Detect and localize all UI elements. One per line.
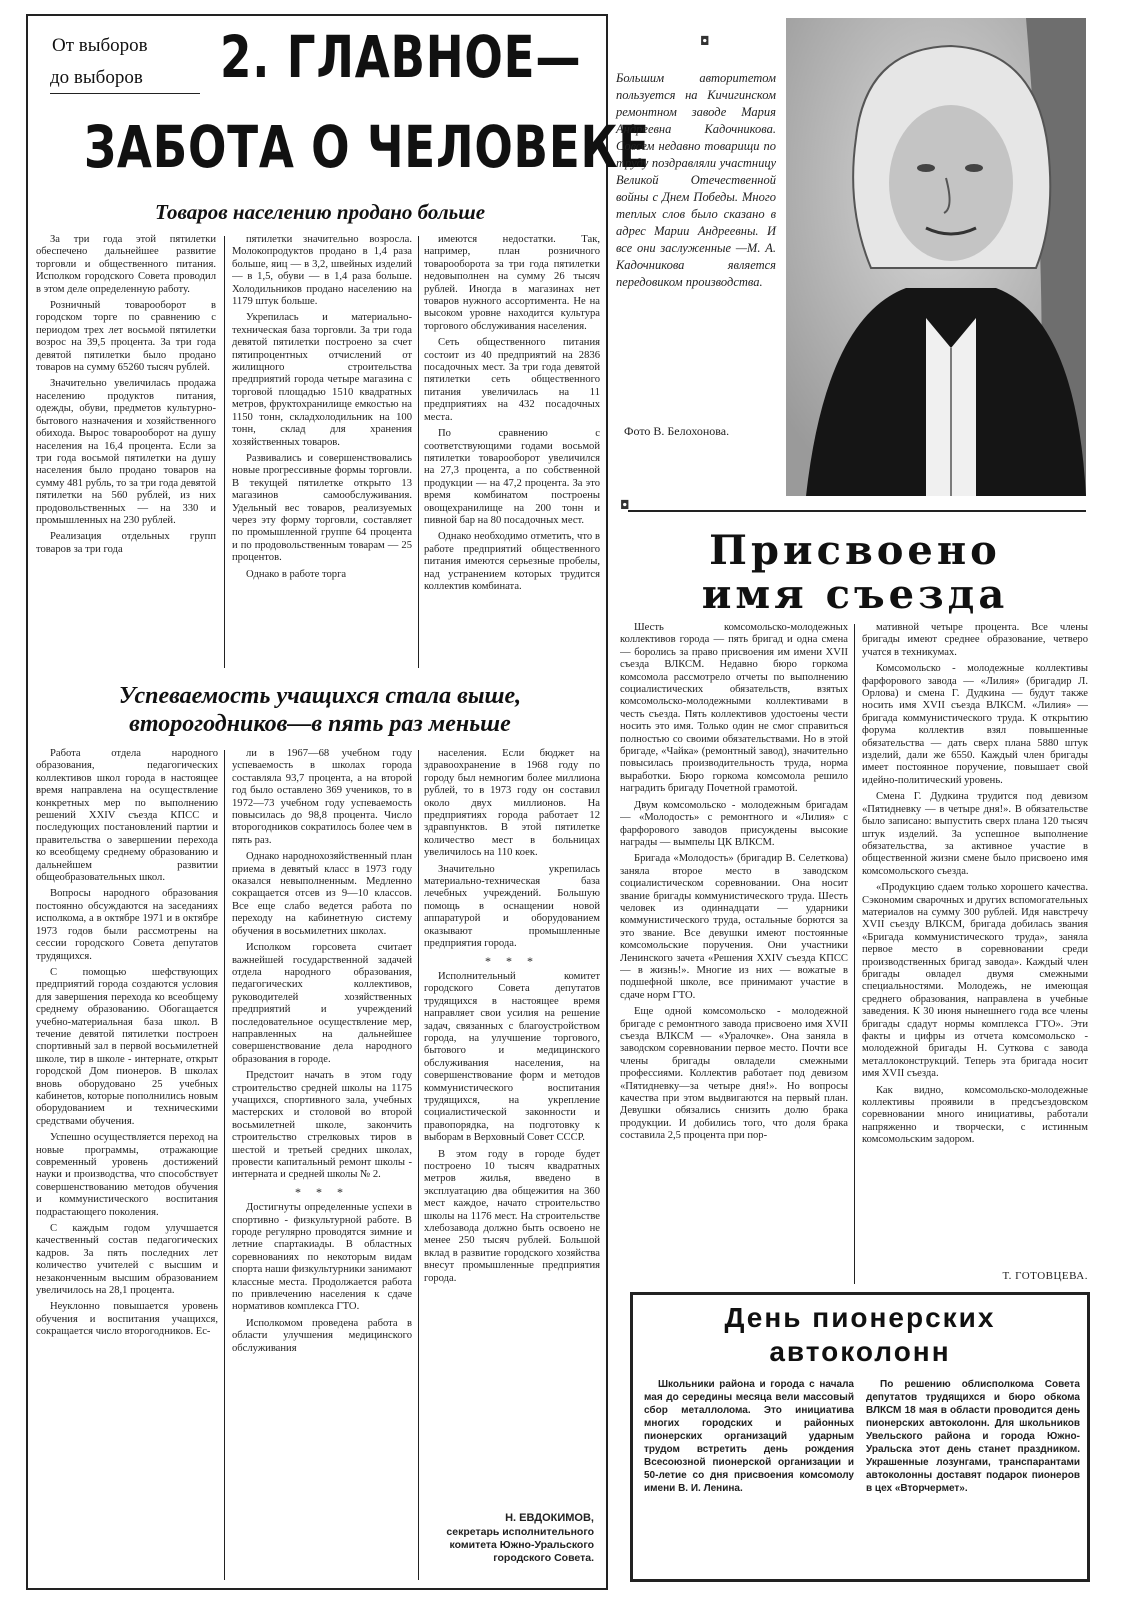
paragraph: мативной четыре процента. Все члены бригады имеют среднее образование, четверо учатся в техникумах.: [862, 622, 1088, 658]
paragraph: Работа отдела народного образования, педагогических коллективов школ города в настоящее время направлена на осуществление конкретных мер по выполнению решений XXIV съезда КПСС и последующих постановлений партии и правительства о завершении перехода ко всеобщему среднему образованию и дальнейшем развитии общеобразовательных школ.: [36, 748, 218, 884]
paragraph: Шесть комсомольско-молодежных коллективов города — пять бригад и одна смена — боролись за право присвоения им имени XVII съезда ВЛКСМ. Недавно бюро горкома комсомола рассмотрело отчеты по выполнению социалистических обязательств, взятых комсомольско-молодежными коллективами в честь съезда. Пять коллективов удостоены чести носить это имя. Только один не смог справиться полностью со своими обязательствами. Но в этой бригаде, «Чайка» (ремонтный завод), значительно повысилась производительность труда, норма выработки. Бюро горкома комсомола решило наградить бригаду Почетной грамотой.: [620, 622, 848, 795]
paragraph: Исполком горсовета считает важнейшей государственной задачей отдела народного образования, педагогических коллективов, руководителей хозяйственных предприятий и учреждений последовательное осуществление мер, направленных на дальнейшее совершенствование дела народного образования в городе.: [232, 942, 412, 1065]
photo-caption: Большим авторитетом пользуется на Кичигинском ремонтном заводе Мария Андреевна Кадочникова. Совсем недавно товарищи по труду поздравляли участницу Великой Отечественной войны с Днем Победы. Много теплых слов было сказано в адрес Марии Андреевны. И все они заслуженные —М. А. Кадочникова является передовиком производства.: [616, 71, 776, 289]
portrait-image: [786, 18, 1086, 496]
section1-col2: [232, 234, 412, 672]
kicker-underline: [50, 93, 200, 94]
paragraph: Розничный товарооборот в городском торге по сравнению с периодом трех лет восьмой пятилетки возрос на 39,5 процента. За три года девятой пятилетки было продано товаров на сумму 65260 тысяч рублей.: [36, 300, 216, 374]
right-title-line2: имя съезда: [701, 571, 1009, 618]
right-signature: Т. ГОТОВЦЕВА.: [1002, 1270, 1088, 1282]
paragraph: Неуклонно повышается уровень обучения и воспитания учащихся, сокращается число второгодников. Ес-: [36, 1301, 218, 1338]
paragraph: Вопросы народного образования постоянно обсуждаются на заседаниях исполкома, а в октябре 1971 и в октябре 1973 годов были рассмотрены на сессии городского Совета депутатов трудящихся.: [36, 888, 218, 962]
paragraph: Смена Г. Дудкина трудится под девизом «Пятидневку — в четыре дня!». В обязательстве было записано: выпустить сверх плана 120 тысяч штук изделий. За успешное выполнение обязательства, за активное участие в общественной жизни смене было присвоено имя комсомольского съезда.: [862, 791, 1088, 877]
paragraph: Достигнуты определенные успехи в спортивно - физкультурной работе. В городе регулярно проводятся зимние и летние спартакиады. В областных соревнованиях по некоторым видам спорта наши физкультурники занимают классные места. Продолжается работа по привлечению населения к сдаче нормативов комплекса ГТО.: [232, 1202, 412, 1313]
section1-col3: [424, 234, 600, 672]
right-title-line1: Присвоено: [709, 527, 1001, 574]
paragraph: Реализация отдельных групп товаров за три года: [36, 531, 216, 555]
right-col2: [862, 622, 1088, 1272]
pin-marker-icon: ◘: [700, 34, 710, 48]
paragraph: имеются недостатки. Так, например, план розничного товарооборота за три года пятилетки недовыполнен на сумму 26 тысяч рублей. Иногда в магазинах нет товаров нужного ассортимента. Не на высоком уровне находится культура торгового обслуживания населения.: [424, 234, 600, 332]
paragraph: Как видно, комсомольско-молодежные коллективы проявили в предсъездовском соревновании много инициативы, работали напряженно и творчески, с истинным комсомольским задором.: [862, 1084, 1088, 1146]
section-stars: * * *: [485, 953, 539, 968]
box-title-line1: День пионерских: [724, 1302, 996, 1333]
portrait-photo: [786, 18, 1086, 496]
section2-col1: [36, 748, 218, 1584]
photo-credit: Фото В. Белохонова.: [624, 424, 730, 438]
paragraph: По решению облисполкома Совета депутатов трудящихся и бюро обкома ВЛКСМ 18 мая в области проводится день пионерских автоколонн. Для школьников Увельского района и города Южно-Уральска этот день станет праздником. Украшенные лозунгами, транспарантами автоколонны доставят подарок пионеров в цех «Вторчермет».: [866, 1379, 1080, 1494]
column-divider: [224, 750, 225, 1580]
paragraph: Комсомольско - молодежные коллективы фарфорового завода — «Лилия» (бригадир Л. Орлова) и смена Г. Дудкина — будут также носить имя XVII съезда ВЛКСМ. «Лилия» —бригада коммунистического труда. К открытию форума коллектив взял повышенные обязательства — дать сверх плана 5880 штук изделий, дали же 6550. Каждый член бригады имеет постоянное поручение, повышает свой идейно-политический уровень.: [862, 663, 1088, 786]
section1-col1: [36, 234, 216, 672]
paragraph: С каждым годом улучшается качественный состав педагогических кадров. За пять последних лет количество учителей с высшим и незаконченным высшим образованием увеличилось на 28,1 процента.: [36, 1223, 218, 1297]
column-divider: [418, 750, 419, 1580]
paragraph: «Продукцию сдаем только хорошего качества. Сэкономим сварочных и других вспомогательных материалов на сумму 300 рублей. Идя навстречу XVII съезду ВЛКСМ, бригада добилась звания «Бригада коммунистического труда», заняла первое место в соревновании среди производственных бригад завода». Каждый член бригады овладел двумя смежными специальностями. Молодежь, не имеющая среднего образования, направлена в учебные заведения. К 30 июня нынешнего года все члены бригады сдадут нормы комплекса ГТО». Эти факты и цифры из отчета комсомольско - молодежной бригады Н. Суткова с завода металлоконструкций. Теперь эта бригада носит имя XVII съезда.: [862, 882, 1088, 1080]
paragraph: населения. Если бюджет на здравоохранение в 1968 году по городу был немногим более миллиона рублей, то в 1973 году он составил около двух миллионов. На предприятиях города работает 12 здравпунктов. В этой пятилетке количество мест в больницах увеличилось на 110 коек.: [424, 748, 600, 859]
section2-col3: [424, 748, 600, 1508]
box-col2: [866, 1378, 1080, 1574]
paragraph: Однако необходимо отметить, что в работе предприятий общественного питания имеются серьезные пробелы, над устранением которых трудится коллектив комбината.: [424, 531, 600, 592]
paragraph: За три года этой пятилетки обеспечено дальнейшее развитие торговли и общественного питания. Исполком городского Совета проводил в этом деле определенную работу.: [36, 234, 216, 295]
paragraph: С помощью шефствующих предприятий города создаются условия для завершения перехода ко всеобщему среднему образованию. Обогащается учебно-материальная база школ. В течение девятой пятилетки построен спортивный зал в первой восьмилетней школе, тир в школе - интернате, открыт городской Дом пионеров. В школах вновь оборудовано 25 учебных кабинетов, которые пополнились новым оборудованием и техническими средствами обучения.: [36, 966, 218, 1127]
signature-name: Н. ЕВДОКИМОВ,: [505, 1512, 594, 1524]
paragraph: Развивались и совершенствовались новые прогрессивные формы торговли. В текущей пятилетке открыто 13 магазинов самообслуживания. Удельный вес товаров, реализуемых через эту форму торговли, составляет по промышленной группе 64 процента и по продовольственным товарам — 25 процентов.: [232, 452, 412, 564]
column-divider: [418, 236, 419, 668]
pin-marker-icon: ◘: [620, 498, 630, 512]
paragraph: По сравнению с соответствующими годами восьмой пятилетки товарооборот увеличился на 27,3 процента, а по собственной продукции — на 47,2 процента. За это время комбинатом построены овощехранилище на 200 тонн и пивной бар на 80 посадочных мест.: [424, 428, 600, 526]
paragraph: Предстоит начать в этом году строительство средней школы на 1175 учащихся, спортивного зала, учебных мастерских и столовой во второй восьмилетней школе, закончить строительство стрелковых тиров в шестой и третьей средних школах, провести капитальный ремонт школы - интерната и средней школы № 2.: [232, 1070, 412, 1181]
paragraph: Двум комсомольско - молодежным бригадам — «Молодость» с ремонтного и «Лилия» с фарфорового заводов присуждены высокие награды — вымпелы ЦК ВЛКСМ.: [620, 799, 848, 848]
paragraph: Однако в работе торга: [246, 568, 347, 580]
right-col1: [620, 622, 848, 1312]
paragraph: Сеть общественного питания состоит из 40 предприятий на 2836 посадочных мест. За три года девятой пятилетки сеть общественного питания увеличилась на 11 предприятиях на 432 посадочных места.: [424, 337, 600, 423]
kicker-line2: до выборов: [50, 67, 143, 88]
headline-line2: ЗАБОТА О ЧЕЛОВЕКЕ: [84, 113, 650, 181]
photo-bottom-rule: [628, 510, 1086, 512]
paragraph: пятилетки значительно возросла. Молокопродуктов продано в 1,4 раза больше, яиц — в 3,2, швейных изделий — в 1,5, обуви — в 1,4 раза больше. Холодильников продано населению на 1179 штук больше.: [232, 234, 412, 308]
column-divider: [224, 236, 225, 668]
column-divider: [854, 624, 855, 1284]
box-col1: [644, 1378, 854, 1574]
signature-title: секретарь исполнительного комитета Южно-Уральского городского Совета.: [446, 1526, 594, 1564]
paragraph: Бригада «Молодость» (бригадир В. Селеткова) заняла второе место в заводском социалистическом соревновании. Она носит звание бригады коммунистического труда. Шесть человек из одиннадцати — ударники коммунистического труда, остальные борются за это звание. Все девушки имеют постоянные комсомольские поручения. Они участники Ленинского зачета «Решения XXIV съезда КПСС — в жизнь!». Многие из них — вожатые в подшефной школе, все принимают участие в сдаче норм ГТО.: [620, 853, 848, 1001]
paragraph: Исполнительный комитет городского Совета депутатов трудящихся в настоящее время направляет свои усилия на решение задач, связанных с благоустройством города, на улучшение торгового, бытового и медицинского обслуживания населения, на совершенствование форм и методов коммунистического воспитания трудящихся, на укрепление социалистической законности и правопорядка, на подготовку к выборам в Верховный Совет СССР.: [424, 970, 600, 1144]
section2-col2: [232, 748, 412, 1584]
section1-title: Товаров населению продано больше: [154, 200, 486, 224]
box-title-line2: автоколонн: [769, 1336, 951, 1367]
paragraph: ли в 1967—68 учебном году успеваемость в школах города составляла 93,7 процента, а на второй год было оставлено 369 учеников, то в 1972—73 учебном году успеваемость повысилась до 98,8 процента. Число второгодников сократилось более чем в пять раз.: [232, 748, 412, 846]
paragraph: Школьники района и города с начала мая до середины месяца вели массовый сбор металлолома. Это инициатива многих городских и районных пионерских организаций ударным трудом встретить день рождения Всесоюзной пионерской организации и 50-летие со дня присвоения комсомолу имени В. И. Ленина.: [644, 1379, 854, 1494]
paragraph: Успешно осуществляется переход на новые программы, отражающие современный уровень достижений науки и производства, что способствует совершенствованию методов обучения и коммунистического воспитания подрастающего поколения.: [36, 1132, 218, 1218]
paragraph: Однако народнохозяйственный план приема в девятый класс в 1973 году оказался невыполненным. Медленно сокращается отсев из 9—10 классов. Все еще слабо ведется работа по переходу на кабинетную систему обучения в восьмилетних школах.: [232, 851, 412, 937]
paragraph: Значительно увеличилась продажа населению продуктов питания, одежды, обуви, предметов культурно-бытового назначения и хозяйственного обихода. Вырос товарооборот на душу населения на 16,4 процента. Если за три года восьмой пятилетки на душу населения было продано товаров на сумму 481 рубль, то за три года девятой пятилетки на 560 рублей, из них продовольственных — на 330 и промышленных на 230 рублей.: [36, 378, 216, 526]
headline-line1: 2. ГЛАВНОЕ—: [220, 23, 582, 91]
section-stars: * * *: [295, 1184, 349, 1199]
section2-title-line2: второгодников—в пять раз меньше: [129, 711, 511, 737]
kicker-line1: От выборов: [52, 35, 148, 56]
paragraph: Укрепилась и материально-техническая база торговли. За три года девятой пятилетки построено за счет пятипроцентных отчислений от жилищного строительства предприятий города четыре магазина с торговой площадью 1510 квадратных метров, фруктохранилище емкостью на 1150 тонн, складхолодильник на 100 тонн, склад для хранения хозяйственных товаров.: [232, 312, 412, 448]
paragraph: Еще одной комсомольско - молодежной бригаде с ремонтного завода присвоено имя XVII съезда ВЛКСМ — «Уралочке». Она заняла в заводском соревновании первое место. Почти все члены бригады овладели смежными профессиями. Коллектив работает под девизом «Пятидневку—за четыре дня!». Но вопросы качества при этом выдвигаются на первый план. Девушки обязались снизить долю брака продукции. И добились того, что доля брака составила 2,5 процента при пор-: [620, 1006, 848, 1142]
section2-title-line1: Успеваемость учащихся стала выше,: [118, 683, 522, 709]
paragraph: Значительно укрепилась материально-техническая база лечебных учреждений. Большую помощь в оснащении новой аппаратурой и оборудованием оказывают промышленные предприятия города.: [424, 863, 600, 950]
paragraph: В этом году в городе будет построено 10 тысяч квадратных метров жилья, введено в эксплуатацию два общежития на 360 мест каждое, начато строительство школы на 1176 мест. На строительстве хлебозавода должно быть освоено не менее 250 тысяч рублей. Большой вклад в развитие городского хозяйства внесут промышленные предприятия города.: [424, 1148, 600, 1284]
paragraph: Исполкомом проведена работа в области улучшения медицинского обслуживания: [232, 1317, 412, 1354]
